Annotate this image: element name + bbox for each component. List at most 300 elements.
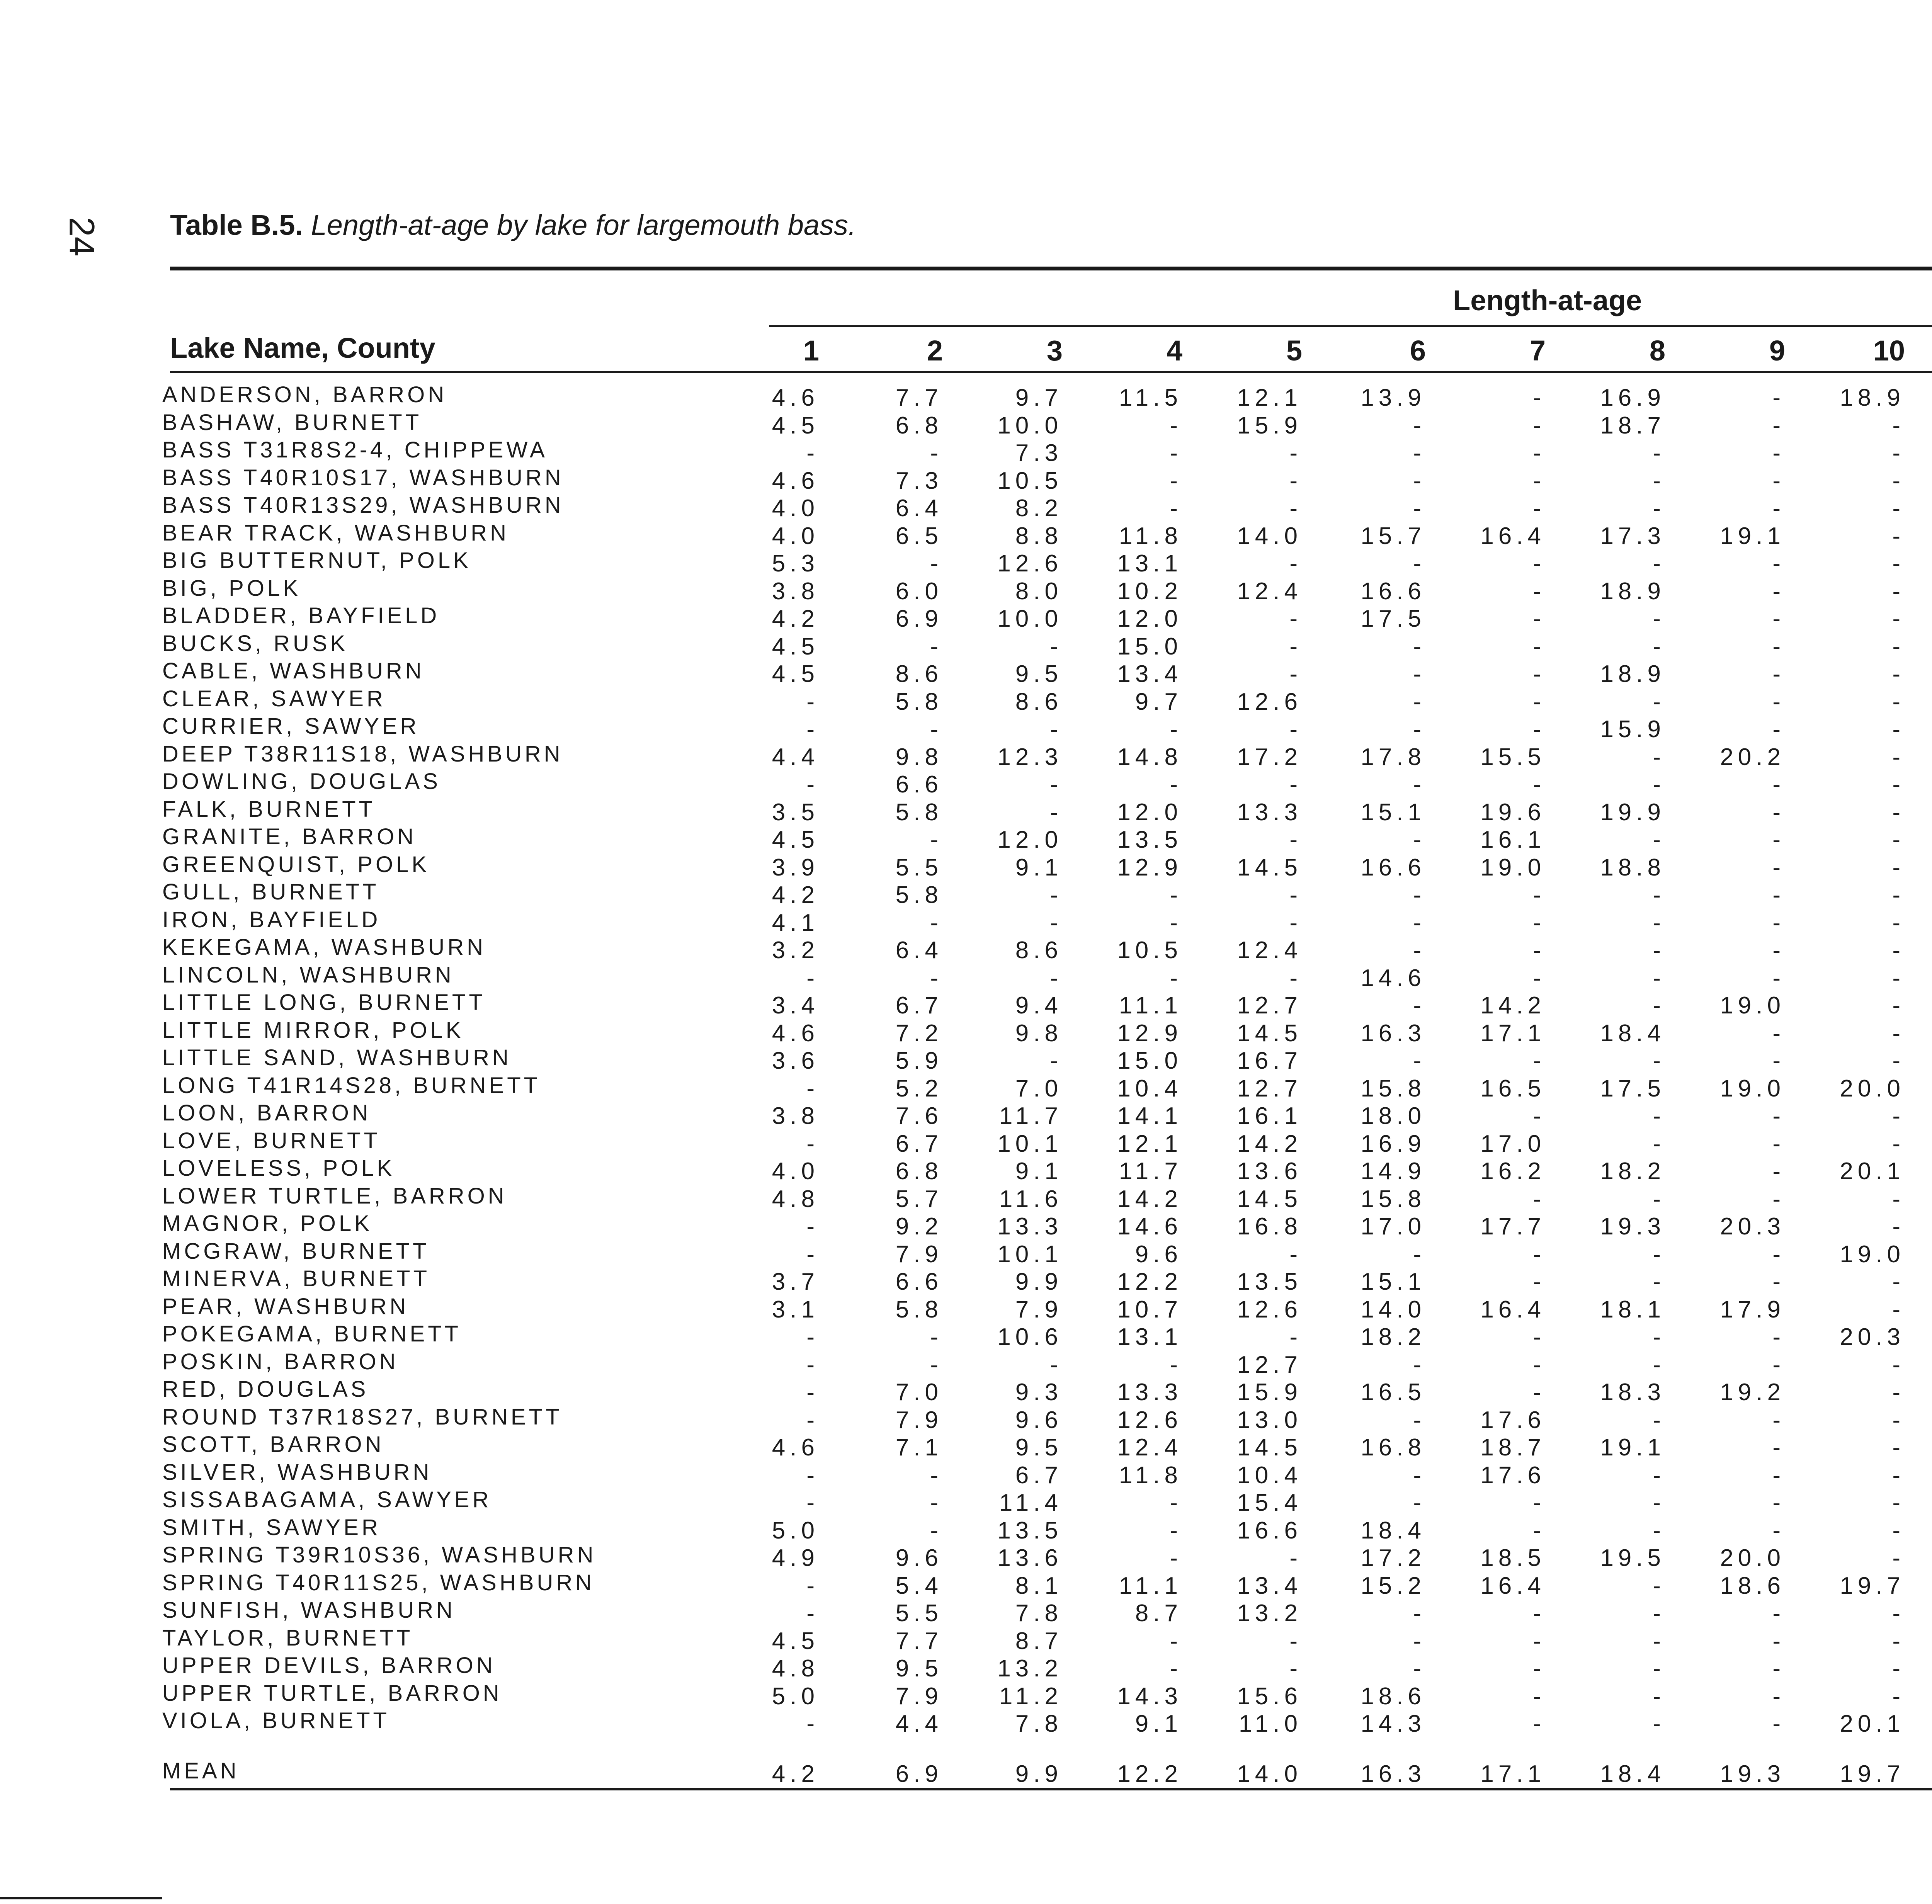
length-cell-age-3: 8.6 <box>1015 937 1063 964</box>
length-cell-age-10: - <box>1892 1020 1905 1047</box>
length-cell-age-1: 4.8 <box>772 1185 819 1212</box>
length-cell-age-2: 7.2 <box>895 1020 943 1047</box>
length-cell-age-7: - <box>1533 1517 1546 1544</box>
lake-name-cell: MAGNOR, POLK <box>162 1211 372 1236</box>
length-cell-age-7: - <box>1533 412 1546 439</box>
length-cell-age-2: 6.8 <box>895 1158 943 1185</box>
lake-name-cell: DOWLING, DOUGLAS <box>162 769 441 794</box>
length-cell-age-5: 13.5 <box>1237 1268 1302 1295</box>
lake-name-cell: SMITH, SAWYER <box>162 1515 381 1540</box>
length-cell-age-10: - <box>1892 743 1905 770</box>
length-cell-age-9: 19.2 <box>1720 1379 1785 1406</box>
length-cell-age-8: - <box>1653 1241 1665 1268</box>
length-cell-age-8: - <box>1653 1572 1665 1599</box>
length-cell-age-10: - <box>1892 412 1905 439</box>
length-cell-age-2: 7.6 <box>895 1103 943 1129</box>
length-cell-age-6: 18.4 <box>1361 1517 1426 1544</box>
lake-name-cell: RED, DOUGLAS <box>162 1377 369 1402</box>
length-cell-age-6: - <box>1413 412 1426 439</box>
lake-name-cell: GREENQUIST, POLK <box>162 852 430 877</box>
length-cell-age-10: - <box>1892 716 1905 743</box>
mean-cell-age-1: 4.2 <box>772 1761 819 1787</box>
spanner-rule <box>769 325 1932 327</box>
length-cell-age-7: 16.4 <box>1480 522 1546 549</box>
length-cell-age-5: 13.4 <box>1237 1572 1302 1599</box>
length-cell-age-5: 13.3 <box>1237 799 1302 826</box>
lake-name-cell: LOWER TURTLE, BARRON <box>162 1183 507 1209</box>
length-cell-age-2: 7.7 <box>895 1627 943 1654</box>
length-cell-age-8: - <box>1653 467 1665 494</box>
mean-cell-age-3: 9.9 <box>1015 1761 1063 1787</box>
length-cell-age-7: - <box>1533 1268 1546 1295</box>
length-cell-age-1: 5.0 <box>772 1517 819 1544</box>
length-cell-age-8: 17.5 <box>1600 1075 1665 1102</box>
length-cell-age-4: 15.0 <box>1117 633 1182 660</box>
length-cell-age-2: 9.5 <box>895 1655 943 1682</box>
length-cell-age-1: - <box>806 1241 819 1268</box>
length-cell-age-6: - <box>1413 495 1426 522</box>
length-cell-age-4: 15.0 <box>1117 1047 1182 1074</box>
length-cell-age-7: - <box>1533 937 1546 964</box>
length-cell-age-7: - <box>1533 882 1546 908</box>
length-cell-age-6: - <box>1413 633 1426 660</box>
length-cell-age-8: 18.1 <box>1600 1296 1665 1323</box>
length-cell-age-8: - <box>1653 1351 1665 1378</box>
length-cell-age-3: - <box>1050 633 1063 660</box>
length-cell-age-9: - <box>1772 937 1785 964</box>
length-cell-age-6: - <box>1413 1406 1426 1433</box>
length-cell-age-2: 6.0 <box>895 578 943 605</box>
length-cell-age-11 <box>1909 578 1932 605</box>
length-cell-age-7: 15.5 <box>1480 743 1546 770</box>
length-cell-age-9: - <box>1772 1130 1785 1157</box>
length-cell-age-9: - <box>1772 1158 1785 1185</box>
length-cell-age-4: 11.7 <box>1119 1158 1182 1185</box>
length-cell-age-3: 7.0 <box>1015 1075 1063 1102</box>
lake-name-cell: LOVE, BURNETT <box>162 1128 381 1153</box>
length-cell-age-8: - <box>1653 937 1665 964</box>
length-cell-age-9: - <box>1772 1351 1785 1378</box>
length-cell-age-3: 9.1 <box>1015 854 1063 881</box>
length-cell-age-10: - <box>1892 1103 1905 1129</box>
length-cell-age-10: - <box>1892 578 1905 605</box>
length-cell-age-4: 14.3 <box>1117 1683 1182 1710</box>
lake-name-cell: SPRING T39R10S36, WASHBURN <box>162 1542 597 1567</box>
length-cell-age-8: - <box>1653 1268 1665 1295</box>
length-cell-age-3: 10.1 <box>997 1241 1063 1268</box>
length-cell-age-6: - <box>1413 909 1426 936</box>
length-cell-age-8: - <box>1653 882 1665 908</box>
length-cell-age-9: - <box>1772 909 1785 936</box>
length-cell-age-7: - <box>1533 384 1546 411</box>
length-cell-age-1: 4.6 <box>772 384 819 411</box>
length-cell-age-6: 17.8 <box>1361 743 1426 770</box>
length-cell-age-11 <box>1909 1047 1932 1074</box>
length-cell-age-10: - <box>1892 1213 1905 1240</box>
lake-name-cell: POKEGAMA, BURNETT <box>162 1321 462 1346</box>
length-cell-age-8: 19.9 <box>1600 799 1665 826</box>
length-cell-age-3: 11.4 <box>999 1489 1063 1516</box>
length-cell-age-2: 7.7 <box>895 384 943 411</box>
lake-name-cell: LOVELESS, POLK <box>162 1156 395 1181</box>
length-cell-age-11 <box>1909 743 1932 771</box>
lake-name-cell: BASS T40R13S29, WASHBURN <box>162 493 564 518</box>
mean-cell-age-4: 12.2 <box>1117 1761 1182 1787</box>
lake-name-cell: SUNFISH, WASHBURN <box>162 1598 456 1623</box>
length-cell-age-7: - <box>1533 605 1546 632</box>
length-cell-age-1: - <box>806 1710 819 1737</box>
length-cell-age-9: 19.0 <box>1720 1075 1785 1102</box>
length-cell-age-9: - <box>1772 882 1785 908</box>
length-cell-age-8: 18.9 <box>1600 578 1665 605</box>
length-cell-age-11 <box>1909 1710 1932 1737</box>
length-cell-age-3: 9.5 <box>1015 1434 1063 1461</box>
lake-name-cell: VIOLA, BURNETT <box>162 1708 390 1733</box>
length-cell-age-3: 8.0 <box>1015 578 1063 605</box>
length-cell-age-5: 12.6 <box>1237 1296 1302 1323</box>
length-cell-age-5: - <box>1289 467 1302 494</box>
length-cell-age-3: 10.5 <box>997 467 1063 494</box>
length-cell-age-3: - <box>1050 964 1063 991</box>
length-cell-age-2: - <box>930 1324 943 1350</box>
length-cell-age-11 <box>1909 964 1932 992</box>
lake-name-cell: FALK, BURNETT <box>162 796 376 822</box>
length-cell-age-4: - <box>1170 467 1182 494</box>
lake-name-cell: BASS T31R8S2-4, CHIPPEWA <box>162 437 548 462</box>
length-cell-age-3: 10.1 <box>997 1130 1063 1157</box>
length-cell-age-1: - <box>806 964 819 991</box>
length-cell-age-11 <box>1909 1268 1932 1295</box>
length-cell-age-3: - <box>1050 909 1063 936</box>
length-cell-age-6: 18.2 <box>1361 1324 1426 1350</box>
length-cell-age-10: - <box>1892 633 1905 660</box>
length-cell-age-6: - <box>1413 1600 1426 1627</box>
length-cell-age-8: - <box>1653 964 1665 991</box>
length-cell-age-9: 19.0 <box>1720 992 1785 1019</box>
length-cell-age-10: - <box>1892 440 1905 466</box>
length-cell-age-7: - <box>1533 1489 1546 1516</box>
lake-name-cell: SPRING T40R11S25, WASHBURN <box>162 1570 595 1595</box>
length-cell-age-2: 7.9 <box>895 1406 943 1433</box>
length-cell-age-9: - <box>1772 1324 1785 1350</box>
length-cell-age-3: 11.6 <box>999 1185 1063 1212</box>
length-cell-age-5: 15.9 <box>1237 412 1302 439</box>
lake-name-cell: LOON, BARRON <box>162 1100 371 1125</box>
header-bottom-rule <box>170 371 1932 373</box>
lake-name-cell: PEAR, WASHBURN <box>162 1294 409 1319</box>
length-cell-age-4: 12.1 <box>1117 1130 1182 1157</box>
table-bottom-rule <box>170 1788 1932 1790</box>
length-cell-age-8: - <box>1653 1655 1665 1682</box>
length-cell-age-9: - <box>1772 495 1785 522</box>
length-cell-age-8: - <box>1653 605 1665 632</box>
length-cell-age-2: 7.1 <box>895 1434 943 1461</box>
length-cell-age-5: 14.2 <box>1237 1130 1302 1157</box>
length-cell-age-9: - <box>1772 605 1785 632</box>
length-cell-age-10: 18.9 <box>1840 384 1905 411</box>
length-cell-age-2: - <box>930 633 943 660</box>
length-cell-age-11 <box>1909 384 1932 411</box>
length-cell-age-5: - <box>1289 1241 1302 1268</box>
length-cell-age-3: 8.7 <box>1015 1627 1063 1654</box>
length-cell-age-2: 5.2 <box>895 1075 943 1102</box>
length-cell-age-6: - <box>1413 882 1426 908</box>
length-cell-age-11 <box>1909 605 1932 632</box>
length-cell-age-9: - <box>1772 1020 1785 1047</box>
length-cell-age-10: 20.1 <box>1840 1710 1905 1737</box>
age-header-11 <box>1909 334 1932 367</box>
length-cell-age-10: 19.0 <box>1840 1241 1905 1268</box>
length-cell-age-1: 5.3 <box>772 550 819 577</box>
length-cell-age-5: 13.2 <box>1237 1600 1302 1627</box>
length-cell-age-6: - <box>1413 440 1426 466</box>
lake-name-cell: ROUND T37R18S27, BURNETT <box>162 1404 563 1430</box>
length-cell-age-7: 17.7 <box>1480 1213 1546 1240</box>
length-cell-age-7: - <box>1533 1241 1546 1268</box>
length-cell-age-1: - <box>806 1489 819 1516</box>
length-cell-age-1: - <box>806 688 819 715</box>
lake-name-cell: ANDERSON, BARRON <box>162 382 447 407</box>
length-cell-age-11 <box>1909 881 1932 909</box>
mean-cell-age-6: 16.3 <box>1361 1761 1426 1787</box>
length-cell-age-5: 14.0 <box>1237 522 1302 549</box>
length-cell-age-5: 14.5 <box>1237 854 1302 881</box>
length-cell-age-2: 5.8 <box>895 1296 943 1323</box>
lake-name-cell: LINCOLN, WASHBURN <box>162 962 454 988</box>
length-cell-age-9: - <box>1772 1047 1785 1074</box>
length-cell-age-11 <box>1909 992 1932 1019</box>
length-cell-age-7: 17.6 <box>1480 1462 1546 1489</box>
length-cell-age-6: 16.6 <box>1361 854 1426 881</box>
length-cell-age-9: - <box>1772 799 1785 826</box>
length-cell-age-4: 13.3 <box>1117 1379 1182 1406</box>
length-cell-age-8: - <box>1653 633 1665 660</box>
length-cell-age-8: 18.2 <box>1600 1158 1665 1185</box>
length-cell-age-2: 9.2 <box>895 1213 943 1240</box>
length-cell-age-2: - <box>930 964 943 991</box>
length-cell-age-8: 19.3 <box>1600 1213 1665 1240</box>
length-cell-age-8: - <box>1653 1627 1665 1654</box>
length-cell-age-5: - <box>1289 1655 1302 1682</box>
length-cell-age-8: - <box>1653 1130 1665 1157</box>
length-cell-age-1: 4.5 <box>772 1627 819 1654</box>
length-cell-age-2: 4.4 <box>895 1710 943 1737</box>
length-cell-age-5: - <box>1289 633 1302 660</box>
lake-name-cell: IRON, BAYFIELD <box>162 907 381 932</box>
length-cell-age-9: - <box>1772 1683 1785 1710</box>
length-cell-age-2: 8.6 <box>895 661 943 687</box>
length-cell-age-2: 6.7 <box>895 1130 943 1157</box>
length-cell-age-9: - <box>1772 1489 1785 1516</box>
length-cell-age-7: - <box>1533 1627 1546 1654</box>
length-cell-age-5: 16.7 <box>1237 1047 1302 1074</box>
length-cell-age-8: - <box>1653 909 1665 936</box>
lake-name-cell: UPPER TURTLE, BARRON <box>162 1680 502 1706</box>
length-cell-age-2: 6.4 <box>895 495 943 522</box>
length-cell-age-1: 4.5 <box>772 826 819 853</box>
length-cell-age-2: 6.4 <box>895 937 943 964</box>
length-cell-age-11 <box>1909 688 1932 716</box>
length-cell-age-1: - <box>806 440 819 466</box>
length-cell-age-4: 10.2 <box>1117 578 1182 605</box>
length-cell-age-9: - <box>1772 384 1785 411</box>
length-cell-age-6: 13.9 <box>1361 384 1426 411</box>
length-cell-age-4: 12.9 <box>1117 1020 1182 1047</box>
length-cell-age-3: - <box>1050 771 1063 798</box>
length-cell-age-6: - <box>1413 550 1426 577</box>
length-cell-age-1: 4.6 <box>772 1020 819 1047</box>
length-cell-age-3: 9.5 <box>1015 661 1063 687</box>
length-cell-age-10: 19.7 <box>1840 1572 1905 1599</box>
length-cell-age-6: 16.6 <box>1361 578 1426 605</box>
mean-cell-age-10: 19.7 <box>1840 1761 1905 1787</box>
lake-name-cell: MCGRAW, BURNETT <box>162 1238 430 1264</box>
length-cell-age-8: 18.9 <box>1600 661 1665 687</box>
length-cell-age-3: 12.3 <box>997 743 1063 770</box>
length-cell-age-11 <box>1909 1213 1932 1240</box>
length-cell-age-10: - <box>1892 1185 1905 1212</box>
length-cell-age-7: - <box>1533 1655 1546 1682</box>
length-cell-age-1: 5.0 <box>772 1683 819 1710</box>
length-cell-age-11 <box>1909 909 1932 937</box>
length-cell-age-5: - <box>1289 1545 1302 1571</box>
length-cell-age-4: - <box>1170 771 1182 798</box>
length-cell-age-4: 11.1 <box>1119 1572 1182 1599</box>
mean-row <box>162 1758 1932 1786</box>
length-cell-age-8: - <box>1653 1103 1665 1129</box>
length-cell-age-1: 3.8 <box>772 1103 819 1129</box>
length-cell-age-6: - <box>1413 688 1426 715</box>
length-cell-age-6: 16.5 <box>1361 1379 1426 1406</box>
length-cell-age-4: 14.2 <box>1117 1185 1182 1212</box>
length-cell-age-4: 12.0 <box>1117 799 1182 826</box>
length-cell-age-11 <box>1909 1406 1932 1434</box>
length-cell-age-9: - <box>1772 1185 1785 1212</box>
length-cell-age-3: 9.7 <box>1015 384 1063 411</box>
length-cell-age-10: - <box>1892 771 1905 798</box>
length-cell-age-1: - <box>806 716 819 743</box>
length-cell-age-11 <box>1909 1600 1932 1627</box>
length-cell-age-8: - <box>1653 826 1665 853</box>
length-cell-age-5: 14.5 <box>1237 1185 1302 1212</box>
length-cell-age-8: 18.8 <box>1600 854 1665 881</box>
length-cell-age-11 <box>1909 1130 1932 1158</box>
length-cell-age-1: 4.9 <box>772 1545 819 1571</box>
length-cell-age-5: - <box>1289 909 1302 936</box>
length-cell-age-7: 18.5 <box>1480 1545 1546 1571</box>
length-cell-age-4: 12.2 <box>1117 1268 1182 1295</box>
length-cell-age-6: 15.1 <box>1361 799 1426 826</box>
length-cell-age-11 <box>1909 1296 1932 1323</box>
length-cell-age-10: - <box>1892 605 1905 632</box>
length-cell-age-7: - <box>1533 1351 1546 1378</box>
length-cell-age-11 <box>1909 1434 1932 1461</box>
length-cell-age-8: 18.3 <box>1600 1379 1665 1406</box>
length-cell-age-10: - <box>1892 1462 1905 1489</box>
length-cell-age-1: - <box>806 1324 819 1350</box>
length-cell-age-4: - <box>1170 882 1182 908</box>
length-cell-age-7: - <box>1533 688 1546 715</box>
length-cell-age-7: - <box>1533 771 1546 798</box>
length-cell-age-5: 11.0 <box>1238 1710 1302 1737</box>
lake-name-cell: GULL, BURNETT <box>162 879 379 904</box>
length-cell-age-9: - <box>1772 1268 1785 1295</box>
length-cell-age-3: 13.5 <box>997 1517 1063 1544</box>
length-cell-age-9: - <box>1772 688 1785 715</box>
length-cell-age-6: 17.2 <box>1361 1545 1426 1571</box>
length-cell-age-6: - <box>1413 771 1426 798</box>
length-cell-age-3: 8.8 <box>1015 522 1063 549</box>
length-cell-age-5: 15.6 <box>1237 1683 1302 1710</box>
length-cell-age-11 <box>1909 771 1932 798</box>
length-cell-age-5: - <box>1289 826 1302 853</box>
length-cell-age-6: - <box>1413 1462 1426 1489</box>
length-cell-age-9: - <box>1772 578 1785 605</box>
length-cell-age-6: - <box>1413 992 1426 1019</box>
lake-name-cell: LITTLE SAND, WASHBURN <box>162 1045 512 1070</box>
length-cell-age-2: 5.5 <box>895 1600 943 1627</box>
length-cell-age-11 <box>1909 1572 1932 1600</box>
length-cell-age-5: - <box>1289 661 1302 687</box>
length-cell-age-6: - <box>1413 826 1426 853</box>
length-cell-age-1: - <box>806 1462 819 1489</box>
length-cell-age-1: 4.0 <box>772 1158 819 1185</box>
length-cell-age-11 <box>1909 716 1932 743</box>
length-cell-age-3: 7.8 <box>1015 1600 1063 1627</box>
length-cell-age-1: 3.1 <box>772 1296 819 1323</box>
length-cell-age-2: 5.4 <box>895 1572 943 1599</box>
length-cell-age-10: - <box>1892 799 1905 826</box>
length-cell-age-6: 14.3 <box>1361 1710 1426 1737</box>
length-cell-age-4: 13.1 <box>1117 1324 1182 1350</box>
length-cell-age-3: 12.0 <box>997 826 1063 853</box>
length-cell-age-11 <box>1909 826 1932 853</box>
length-cell-age-1: - <box>806 1600 819 1627</box>
length-cell-age-9: - <box>1772 1103 1785 1129</box>
length-cell-age-9: 20.2 <box>1720 743 1785 770</box>
length-cell-age-11 <box>1909 1627 1932 1655</box>
table-caption-text: Length-at-age by lake for largemouth bass. <box>311 209 856 241</box>
length-cell-age-5: - <box>1289 964 1302 991</box>
length-cell-age-7: - <box>1533 578 1546 605</box>
length-cell-age-7: - <box>1533 661 1546 687</box>
length-cell-age-6: - <box>1413 1047 1426 1074</box>
length-cell-age-3: 10.6 <box>997 1324 1063 1350</box>
length-cell-age-7: 17.0 <box>1480 1130 1546 1157</box>
length-cell-age-4: - <box>1170 1489 1182 1516</box>
lake-name-cell: SCOTT, BARRON <box>162 1432 384 1457</box>
length-cell-age-8: 19.5 <box>1600 1545 1665 1571</box>
lake-name-cell: BASS T40R10S17, WASHBURN <box>162 465 564 490</box>
length-cell-age-5: 14.5 <box>1237 1434 1302 1461</box>
length-cell-age-4: 11.8 <box>1119 1462 1182 1489</box>
length-cell-age-5: 13.6 <box>1237 1158 1302 1185</box>
length-cell-age-9: - <box>1772 826 1785 853</box>
length-cell-age-6: 16.9 <box>1361 1130 1426 1157</box>
length-cell-age-8: 18.4 <box>1600 1020 1665 1047</box>
length-cell-age-4: 8.7 <box>1135 1600 1182 1627</box>
length-cell-age-3: 9.6 <box>1015 1406 1063 1433</box>
length-cell-age-3: 8.6 <box>1015 688 1063 715</box>
length-cell-age-8: - <box>1653 743 1665 770</box>
length-cell-age-11 <box>1909 1351 1932 1379</box>
length-cell-age-3: - <box>1050 716 1063 743</box>
length-cell-age-10: - <box>1892 1655 1905 1682</box>
length-cell-age-11 <box>1909 1379 1932 1406</box>
length-cell-age-1: 4.1 <box>772 909 819 936</box>
length-cell-age-2: - <box>930 909 943 936</box>
length-cell-age-10: - <box>1892 854 1905 881</box>
